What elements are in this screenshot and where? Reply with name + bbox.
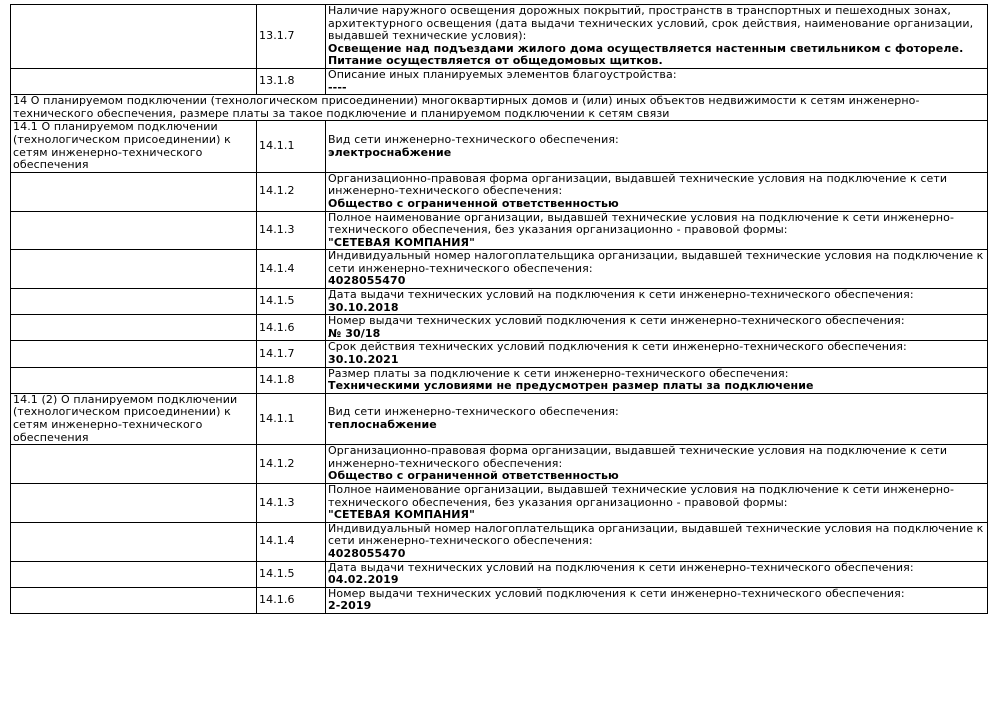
item-value: 4028055470: [328, 274, 406, 288]
table-row: [11, 522, 988, 561]
section-cell: [11, 367, 257, 393]
item-value: Техническими условиями не предусмотрен размер платы за подключение: [328, 379, 814, 393]
item-number: 14.1.6: [257, 587, 326, 613]
section-cell: [11, 522, 257, 561]
item-value: Общество с ограниченной ответственностью: [328, 469, 619, 483]
item-content: [326, 5, 988, 69]
section-cell: [11, 172, 257, 211]
item-value: 2-2019: [328, 599, 372, 613]
item-content: [326, 483, 988, 522]
item-value: № 30/18: [328, 326, 381, 340]
group-1: [11, 121, 988, 393]
group-2: [11, 393, 988, 613]
section-cell: [11, 250, 257, 289]
item-content: [326, 341, 988, 367]
item-number: 13.1.8: [257, 68, 326, 94]
table-row: [11, 561, 988, 587]
section-cell: [11, 211, 257, 250]
item-content: [326, 445, 988, 484]
item-content: [326, 121, 988, 172]
item-content: [326, 315, 988, 341]
item-content: [326, 522, 988, 561]
group-title: 14.1 (2) О планируемом подключении (технологическом присоединении) к сетям инженерно-технического обеспечения: [11, 393, 257, 444]
project-declaration-table: [10, 4, 988, 614]
table-row: [11, 393, 988, 444]
table-row: [11, 211, 988, 250]
item-label: Номер выдачи технических условий подключения к сети инженерно-технического обеспечения:: [328, 586, 905, 600]
item-number: 14.1.6: [257, 315, 326, 341]
item-label: Индивидуальный номер налогоплательщика организации, выдавшей технические условия на подключение к сети инженерно-технического обеспечения:: [328, 249, 984, 275]
table-row: [11, 483, 988, 522]
item-label: Организационно-правовая форма организации, выдавшей технические условия на подключение к сети инженерно-технического обеспечения:: [328, 171, 948, 198]
item-label: Полное наименование организации, выдавшей технические условия на подключение к сети инженерно-технического обеспечения, без указания организационно - правовой формы:: [328, 210, 955, 237]
item-number: 14.1.3: [257, 483, 326, 522]
item-content: [326, 587, 988, 613]
table-row: [11, 341, 988, 367]
document-page: [10, 4, 988, 614]
item-value: "СЕТЕВАЯ КОМПАНИЯ": [328, 508, 475, 522]
table-row: [11, 121, 988, 172]
item-content: [326, 68, 988, 94]
item-value: 4028055470: [328, 546, 406, 560]
item-value: "СЕТЕВАЯ КОМПАНИЯ": [328, 235, 475, 249]
table-row: [11, 367, 988, 393]
item-number: 14.1.8: [257, 367, 326, 393]
item-value: 30.10.2021: [328, 353, 399, 367]
item-content: [326, 367, 988, 393]
item-content: [326, 172, 988, 211]
item-value: Освещение над подъездами жилого дома осуществляется настенным светильником с фотореле. Питание осуществляется от общедомовых щитков.: [328, 41, 964, 68]
item-label: Вид сети инженерно-технического обеспечения:: [328, 132, 619, 146]
section-header-row: [11, 95, 988, 121]
item-number: 14.1.7: [257, 341, 326, 367]
table-row: [11, 587, 988, 613]
item-number: 14.1.4: [257, 522, 326, 561]
table-row: [11, 315, 988, 341]
group-title: 14.1 О планируемом подключении (технологическом присоединении) к сетям инженерно-технического обеспечения: [11, 121, 257, 172]
item-label: Описание иных планируемых элементов благоустройства:: [328, 67, 677, 81]
item-value: электроснабжение: [328, 145, 452, 159]
table-row: [11, 68, 988, 94]
section-cell: [11, 289, 257, 315]
section-cell: [11, 483, 257, 522]
item-label: Полное наименование организации, выдавшей технические условия на подключение к сети инженерно-технического обеспечения, без указания организационно - правовой формы:: [328, 482, 955, 509]
item-content: [326, 393, 988, 444]
item-label: Срок действия технических условий подключения к сети инженерно-технического обеспечения:: [328, 340, 907, 354]
section-cell: [11, 315, 257, 341]
item-value: 04.02.2019: [328, 573, 399, 587]
item-label: Дата выдачи технических условий на подключения к сети инженерно-технического обеспечения:: [328, 288, 914, 302]
item-number: 14.1.5: [257, 289, 326, 315]
item-value: теплоснабжение: [328, 418, 437, 431]
item-label: Наличие наружного освещения дорожных покрытий, пространств в транспортных и пешеходных зонах, архитектурного освещения (дата выдачи технических условий, срок действия, наименование организации, выдавшей технические условия):: [328, 4, 974, 43]
item-number: 14.1.1: [257, 393, 326, 444]
item-content: [326, 289, 988, 315]
item-number: 14.1.2: [257, 172, 326, 211]
item-number: 14.1.1: [257, 121, 326, 172]
item-label: Вид сети инженерно-технического обеспечения:: [328, 405, 619, 419]
table-row: [11, 172, 988, 211]
item-number: 14.1.2: [257, 445, 326, 484]
table-row: [11, 5, 988, 69]
item-value: 30.10.2018: [328, 300, 399, 314]
item-label: Индивидуальный номер налогоплательщика организации, выдавшей технические условия на подключение к сети инженерно-технического обеспечения:: [328, 521, 984, 548]
section-cell: [11, 341, 257, 367]
item-number: 13.1.7: [257, 5, 326, 69]
table-row: [11, 445, 988, 484]
item-content: [326, 211, 988, 250]
section-cell: [11, 5, 257, 69]
item-number: 14.1.3: [257, 211, 326, 250]
table-row: [11, 289, 988, 315]
section-cell: [11, 561, 257, 587]
section-cell: [11, 68, 257, 94]
section-cell: [11, 445, 257, 484]
item-number: 14.1.4: [257, 250, 326, 289]
item-content: [326, 250, 988, 289]
item-number: 14.1.5: [257, 561, 326, 587]
item-content: [326, 561, 988, 587]
item-label: Организационно-правовая форма организации, выдавшей технические условия на подключение к сети инженерно-технического обеспечения:: [328, 444, 948, 470]
item-value: ----: [328, 80, 347, 94]
item-label: Дата выдачи технических условий на подключения к сети инженерно-технического обеспечения:: [328, 560, 914, 574]
section-cell: [11, 587, 257, 613]
item-label: Размер платы за подключение к сети инженерно-технического обеспечения:: [328, 366, 789, 380]
table-row: [11, 250, 988, 289]
item-label: Номер выдачи технических условий подключения к сети инженерно-технического обеспечения:: [328, 314, 905, 328]
item-value: Общество с ограниченной ответственностью: [328, 196, 619, 210]
section-14-header: 14 О планируемом подключении (технологическом присоединении) многоквартирных домов и (или) иных объектов недвижимости к сетям инженерно-технического обеспечения, размере платы за такое подключение и планируемом подключении к сетям связи: [11, 95, 988, 121]
